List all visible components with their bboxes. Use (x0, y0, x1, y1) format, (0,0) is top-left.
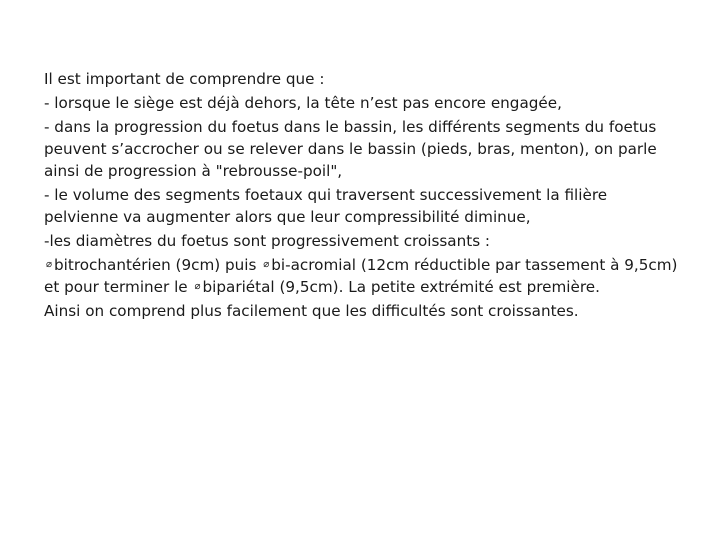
diameter-biacromial: bi-acromial (12cm réductible par tassement à 9,5cm) et pour terminer le (44, 256, 678, 296)
text-body (44, 68, 684, 324)
bullet-diametres: -les diamètres du foetus sont progressivement croissants : (44, 232, 491, 250)
diameters-line (44, 254, 684, 298)
diameter-biparietal: bipariétal (9,5cm). La petite extrémité est première. (202, 278, 600, 296)
diameter-symbol-icon: ⌀ (263, 259, 270, 270)
diameter-symbol-icon: ⌀ (46, 259, 53, 270)
diameter-symbol-icon: ⌀ (194, 281, 201, 292)
bullet-progression: - dans la progression du foetus dans le bassin, les différents segments du foetus peuvent s’accrocher ou se relever dans le bassin (pieds, bras, menton), on parle ainsi de progression à "rebrousse-poil", (44, 118, 657, 180)
bullet-volume: - le volume des segments foetaux qui traversent successivement la filière pelvienne va augmenter alors que leur compressibilité diminue, (44, 186, 608, 226)
diameter-bitrochanterien: bitrochantérien (9cm) puis (54, 256, 257, 274)
bullet-siege: - lorsque le siège est déjà dehors, la tête n’est pas encore engagée, (44, 94, 562, 112)
conclusion-line: Ainsi on comprend plus facilement que les difficultés sont croissantes. (44, 302, 579, 320)
intro-line: Il est important de comprendre que : (44, 70, 325, 88)
